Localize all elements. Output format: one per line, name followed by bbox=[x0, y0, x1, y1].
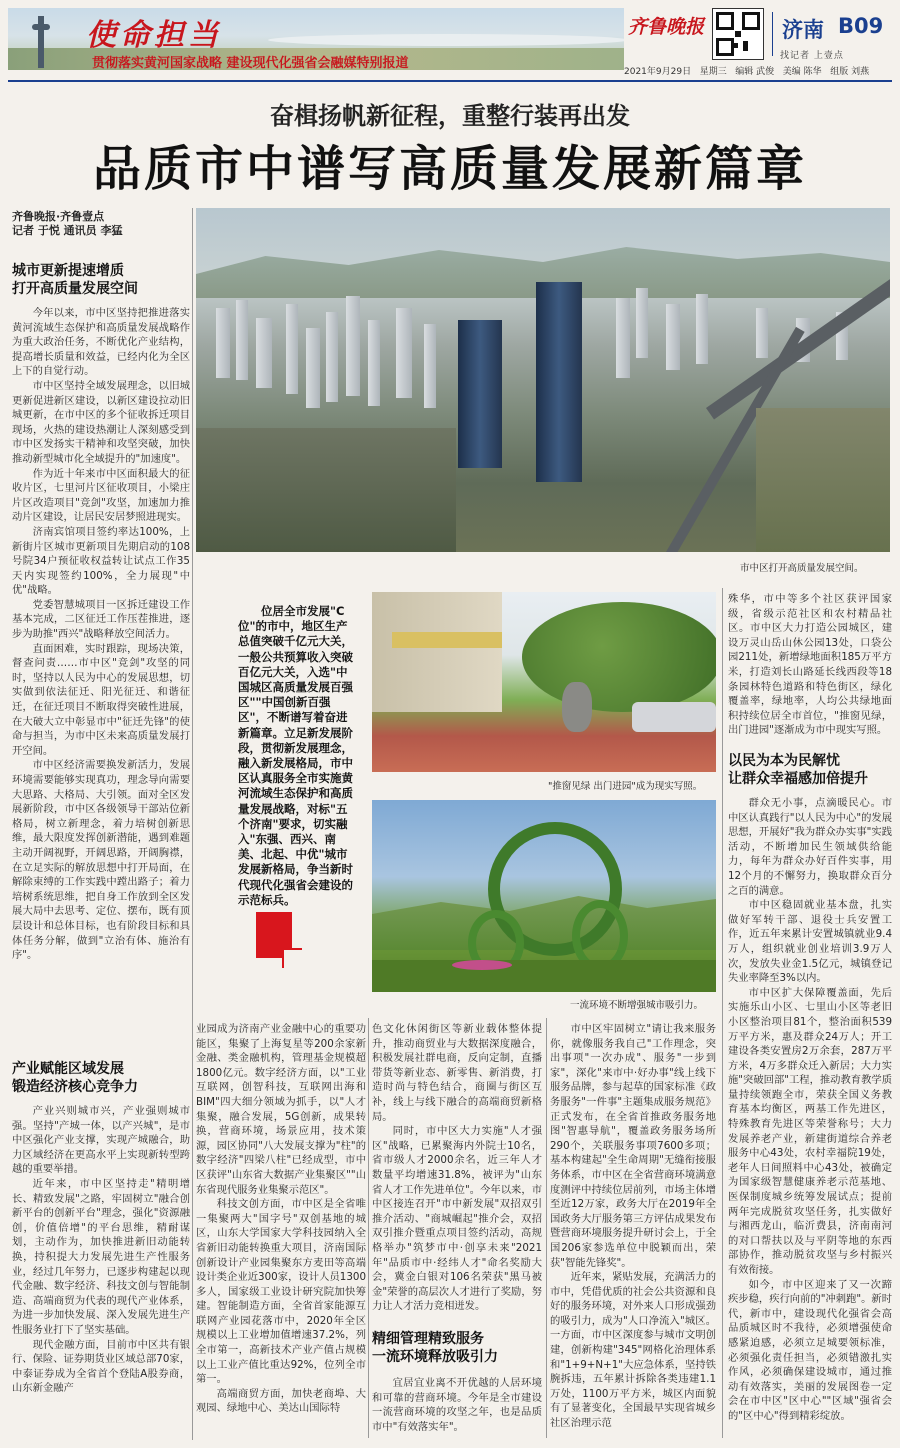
paragraph: 群众无小事，点滴暖民心。市中区认真践行"以人民为中心"的发展思想，开展好"我为群众办实事"实践活动，不断增加民生领域供给能力，每年为群众办好百件实事，用12个月的不懈努力，换取群众百分之百的满意。 bbox=[728, 797, 892, 897]
paragraph: 近年来，市中区坚持走"精明增长、精致发展"之路，牢固树立"融合创新平台的创新平台"理念，强化"资源融创，价值倍增"的平台思维，精耐谋划，主动作为，加快推进新旧动能转换，持积提大力发展先进生产性服务业，经过几年努力，已逐步构建起以现代金融、数字经济、科技文创与智能制造、高端商贸为代表的现代产业体系，为进一步加快发展、深入发展先进生产性服务业打下了坚实基础。 bbox=[12, 1177, 190, 1336]
banner-subtitle: 贯彻落实黄河国家战略 建设现代化强省会融媒特别报道 bbox=[92, 56, 409, 71]
paragraph: 直面困难，实时跟踪，现场决策，督查问责……市中区"竞剑"攻坚的同时，坚持以人民为中心的发展思想，切实做到依法征迁、阳光征迁、和谐征迁，在征迁项目不断取得突破性进展，在大破大立中彰显市中"征迁先锋"的使命与担当，为市中区未来高质量发展打开空间。 bbox=[12, 642, 190, 757]
column-rule bbox=[368, 1018, 369, 1438]
header-divider bbox=[772, 12, 773, 56]
paragraph: 近年来，紧贴发展，充满活力的市中，凭借优质的社会公共资源和良好的服务环境，对外来人口形成强劲的吸引力，成为"人口净流入"城区。一方面，市中区深度参与城市文明创建，创新构建"345"网格化治理体系和"1+9+N+1"大应急体系，坚持铁腕拆违，五年累计拆除各类违建1.1万处，1100万平方米，城区内面貌有了显著变化，全国最早实现省城乡社区治理示范 bbox=[550, 1271, 716, 1430]
page-number: B09 bbox=[838, 14, 884, 38]
byline-reporters: 记者 于悦 通讯员 李猛 bbox=[12, 224, 123, 237]
header-rule bbox=[8, 80, 892, 82]
paragraph: 市中区经济需要换发新活力，发展环境需要能够实现真功，理念导向需要大思路、大格局、大引领。面对全区发展新阶段，市中区各级领导干部站位新格局，树立新理念，着力培树创新思维，最大限度发挥创新潜能，遇到难题主动开阔视野，开阔思路，开阔胸襟，在立足实际的解放思想中打开局面，在解除束缚的工作实践中蹚出路子；着力培树系统思维，把自身工作放到全区发展大局中去思考、定位、摆布，既有顶层设计和总体目标，也有阶段目标和具体任务分解，做到"立治有体、施治有序"。 bbox=[12, 759, 190, 962]
column-4 bbox=[550, 1022, 716, 1438]
park-promenade-photo bbox=[372, 592, 716, 772]
pull-quote: 位居全市发展"C位"的市中，地区生产总值突破千亿元大关，一般公共预算收入突破百亿元大关，入选"中国城区高质量发展百强区""中国创新百强区"，不断谱写着奋进新篇章。立足新发展阶段，贯彻新发展理念，融入新发展格局，市中区认真服务全市实施黄河流域生态保护和高质量发展战略，对标"五个济南"要求，切实融入"东强、西兴、南美、北起、中优"城市发展新格局，争当新时代现代化强省会建设的示范标兵。 bbox=[238, 604, 353, 907]
paragraph: 市中区坚持全域发展理念，以旧城更新促进新区建设，以新区建设拉动旧城更新，在市中区的多个征收拆迁项目现场，火热的建设热潮让人深刻感受到市中区发扬实干精神和攻坚突破，加快推动新型城市化全域提升的"加速度"。 bbox=[12, 379, 190, 465]
column-3b bbox=[372, 1376, 542, 1440]
column-3 bbox=[372, 1022, 542, 1328]
subhead-urban-renewal: 城市更新提速增质 打开高质量发展空间 bbox=[12, 263, 138, 297]
banner-tower-icon bbox=[38, 16, 44, 68]
paragraph: 高端商贸方面，加快老商埠、大观园、绿地中心、美达山国际特 bbox=[196, 1387, 366, 1415]
editor: 编辑 武俊 bbox=[735, 67, 775, 77]
paragraph: 市中区扩大保障覆盖面，先后实施乐山小区、七里山小区等老旧小区整治项目81个，整治面积539万平方米，惠及群众24万人；开工建设各类安置房2万余套，287万平方米，4万多群众迁入新居；大力实施"突破回部"工程，推动教育教学质量持续领跑全市，荣获全国义务教育基本均衡区，两基工作先进区，特殊教育先进区等荣誉称号；大力发展养老产业，新建街道综合养老服务中心43处，农村幸福院19处，老年人日间照料中心43处，被确定为国家级智慧健康养老示范基地、医保制度城乡统筹发展试点；提前两年完成脱贫攻坚任务，扎实做好与湘西龙山，临沂费县，济南南河的对口帮扶以及与平阴等地的东西部协作，推动脱贫攻坚与乡村振兴有效衔接。 bbox=[728, 986, 892, 1276]
red-decorative-block bbox=[256, 912, 292, 958]
section-name: 济南 bbox=[782, 18, 824, 42]
garden-sculpture-photo bbox=[372, 800, 716, 992]
paragraph: 同时，市中区大力实施"人才强区"战略，已累聚海内外院士10名，省市级人才2000余名，近三年人才数量平均增速31.8%，被评为"山东省人才工作先进单位"。今年以来，市中区接连召开"市中新发展"双招双引推介活动、"商城崛起"推介会，双招双引推介暨重点项目签约活动，高规格举办"筑梦市中·创享未来"2021年"品质市中·经纬人才"命名奖励大会，冀金白银对106名荣获"黑马被金"荣誉的高层次人才进行了奖励，努力让人才活力竞相迸发。 bbox=[372, 1125, 542, 1313]
edition-meta bbox=[624, 64, 869, 77]
paragraph: 业园成为济南产业金融中心的重要功能区，集聚了上海复星等200余家新金融、类金融机构，管理基金规模超1800亿元。数字经济方面，以"工业互联网，创智科技，互联网出海和BIM"四大细分领域为抓手，以"人才集聚，融合发展，5G创新，成果转换，营商环境，场景应用，技术策源，园区协同"八大发展支撑为"柱"的数字经济"四梁八柱"已经成型，市中区获评"山东省大数据产业集聚区""山东省现代服务业集聚示范区"。 bbox=[196, 1023, 366, 1196]
column-5b bbox=[728, 796, 892, 1438]
subhead-management: 精细管理精致服务 一流环境释放吸引力 bbox=[372, 1330, 542, 1366]
paragraph: 党委智慧城项目一区拆迁建设工作基本完成，二区征迁工作压茬推进，逐步为助推"西兴"战略释放空间活力。 bbox=[12, 598, 190, 641]
issue-date: 2021年9月29日 bbox=[624, 67, 692, 77]
paragraph: 产业兴则城市兴，产业强则城市强。坚持"产城一体，以产兴城"，是市中区强化产业支撑，实现产城融合，助力区域经济在更高水平上实现新转型跨越的重要举措。 bbox=[12, 1105, 190, 1176]
subhead-industry: 产业赋能区域发展 锻造经济核心竞争力 bbox=[12, 1060, 190, 1096]
caption-main-photo: 市中区打开高质量发展空间。 bbox=[740, 563, 864, 574]
column-rule bbox=[192, 208, 193, 1440]
designer: 美编 陈华 bbox=[782, 67, 822, 77]
qr-code-icon bbox=[712, 8, 764, 60]
paragraph: 如今，市中区迎来了又一次蹄疾步稳，疾行向前的"冲刺跑"。新时代，新市中，建设现代化强省会高品质城区时不我待，必须增强使命感紧迫感，必须立足城要领标准，必须强化责任担当，必须错激扎实作风，必须确保建设城市，通过推动有效落实，美丽的发展图卷一定会在市中区"区中心""区域"强省会的"区中心"得到精彩绽放。 bbox=[728, 1278, 892, 1422]
paragraph: 济南宾馆项目签约率达100%，上新街片区城市更新项目先期启动的108号院34户预征收权益转让试点工作35天内实现签约100%，全力展现"中优"战略。 bbox=[12, 525, 190, 597]
article-headline: 品质市中谱写高质量发展新篇章 bbox=[92, 141, 807, 197]
paragraph: 市中区稳固就业基本盘，扎实做好军转干部、退役士兵安置工作，近五年来累计安置城镇就业9.4万人，组织就业创业培训3.9万人次，发放失业金1.5亿元，城镇登记失业率降至3%以内。 bbox=[728, 899, 892, 985]
caption-garden-photo: 一流环境不断增强城市吸引力。 bbox=[570, 1000, 704, 1011]
column-5 bbox=[728, 592, 892, 742]
paragraph: 科技文创方面，市中区是全省唯一集聚两大"国字号"双创基地的城区，山东大学国家大学科技园纳入全省新旧动能转换重大项目，济南国际创新设计产业园集聚东方麦田等高端设计类企业近300家，设计人员1300多人，国家级工业设计研究院加快筹建。智能制造方面，全省首家能源互联网产业园花落市中，2020年全区规模以上工业增加值增速37.2%，列全市第一，高新技术产业产值占规模以上工业产值比重达92%，位列全市第一。 bbox=[196, 1198, 366, 1386]
paragraph: 宜居宜业离不开优越的人居环境和可靠的营商环境。今年是全市建设一流营商环境的攻坚之年，也是品质市中"有效落实年"。 bbox=[372, 1377, 542, 1433]
paragraph: 今年以来，市中区坚持把推进落实黄河流域生态保护和高质量发展战略作为重大政治任务，不断优化产业结构，提高增长质量和效益，已经内化为全区上下的自觉行动。 bbox=[12, 307, 190, 378]
paragraph: 作为近十年来市中区面积最大的征收片区，七里河片区征收项目，小梁庄片区改造项目"竞剑"攻坚，加速加力推动片区建设，让居民安居梦照进现实。 bbox=[12, 467, 190, 524]
paragraph: 色文化休闲街区等新业载体整体提升，推动商贸业与大数据深度融合，积极发展社群电商，反向定制，直播带货等新业态、新零售、新消费，打造时尚与特色结合，商圈与街区互补，线上与线下融合的高端商贸新格局。 bbox=[372, 1023, 542, 1123]
issue-weekday: 星期三 bbox=[699, 67, 727, 77]
slogan: 找记者 上壹点 bbox=[780, 51, 844, 61]
paper-logo: 齐鲁晚报 bbox=[628, 16, 705, 38]
city-skyline-photo bbox=[196, 208, 890, 552]
paragraph: 现代金融方面，目前市中区共有银行、保险、证券期货业区域总部70家，中泰证券成为全省首个登陆A股券商，山东新金融产 bbox=[12, 1338, 190, 1395]
column-rule bbox=[722, 588, 723, 1438]
article-kicker: 奋楫扬帆新征程，重整行装再出发 bbox=[270, 102, 630, 130]
subhead-people: 以民为本为民解忧 让群众幸福感加倍提升 bbox=[728, 753, 868, 787]
banner-title: 使命担当 bbox=[86, 18, 222, 53]
banner-river bbox=[268, 34, 624, 46]
proofreader: 组版 刘燕 bbox=[830, 67, 870, 77]
paragraph: 市中区牢固树立"请让我来服务你，就像服务我自己"工作理念，突出事项"一次办成"、服务"一步到家"，深化"来市中·好办事"线上线下服务品牌，参与起草的国家标准《政务服务"一件事"主题集成服务规范》正式发布，在全省首推政务服务地图"智惠导航"，覆盖政务服务场所290个，关联服务事项7600多项；基本构建起"全生命周期"无缝衔接服务体系，市中区在全省营商环境满意度测评中持续位居前列，市场主体增至近12万家，政务大厅在2019年全国政务大厅服务第三方评估成果发布暨营商环境服务提升研讨会上，于全国206家参选单位中脱颖而出，荣获"智能先锋奖"。 bbox=[550, 1023, 716, 1269]
paragraph: 殊华，市中等多个社区获评国家级，省级示范社区和农村精品社区。市中区大力打造公园城区，建设万灵山岳山休公园13处，口袋公园211处，新增绿地面积185万平方米，打造刘长山路延长线西段等18条园林特色道路和特色街区，绿化覆盖率，绿地率，人均公共绿地面积持续位居全市首位，"推窗见绿，出门进园"逐渐成为市中现实写照。 bbox=[728, 593, 892, 737]
column-2 bbox=[196, 1022, 366, 1438]
caption-park-photo: "推窗见绿 出门进园"成为现实写照。 bbox=[548, 781, 703, 792]
column-rule bbox=[546, 1018, 547, 1438]
byline-outlet: 齐鲁晚报·齐鲁壹点 bbox=[12, 210, 105, 223]
column-1b bbox=[12, 1104, 190, 1440]
